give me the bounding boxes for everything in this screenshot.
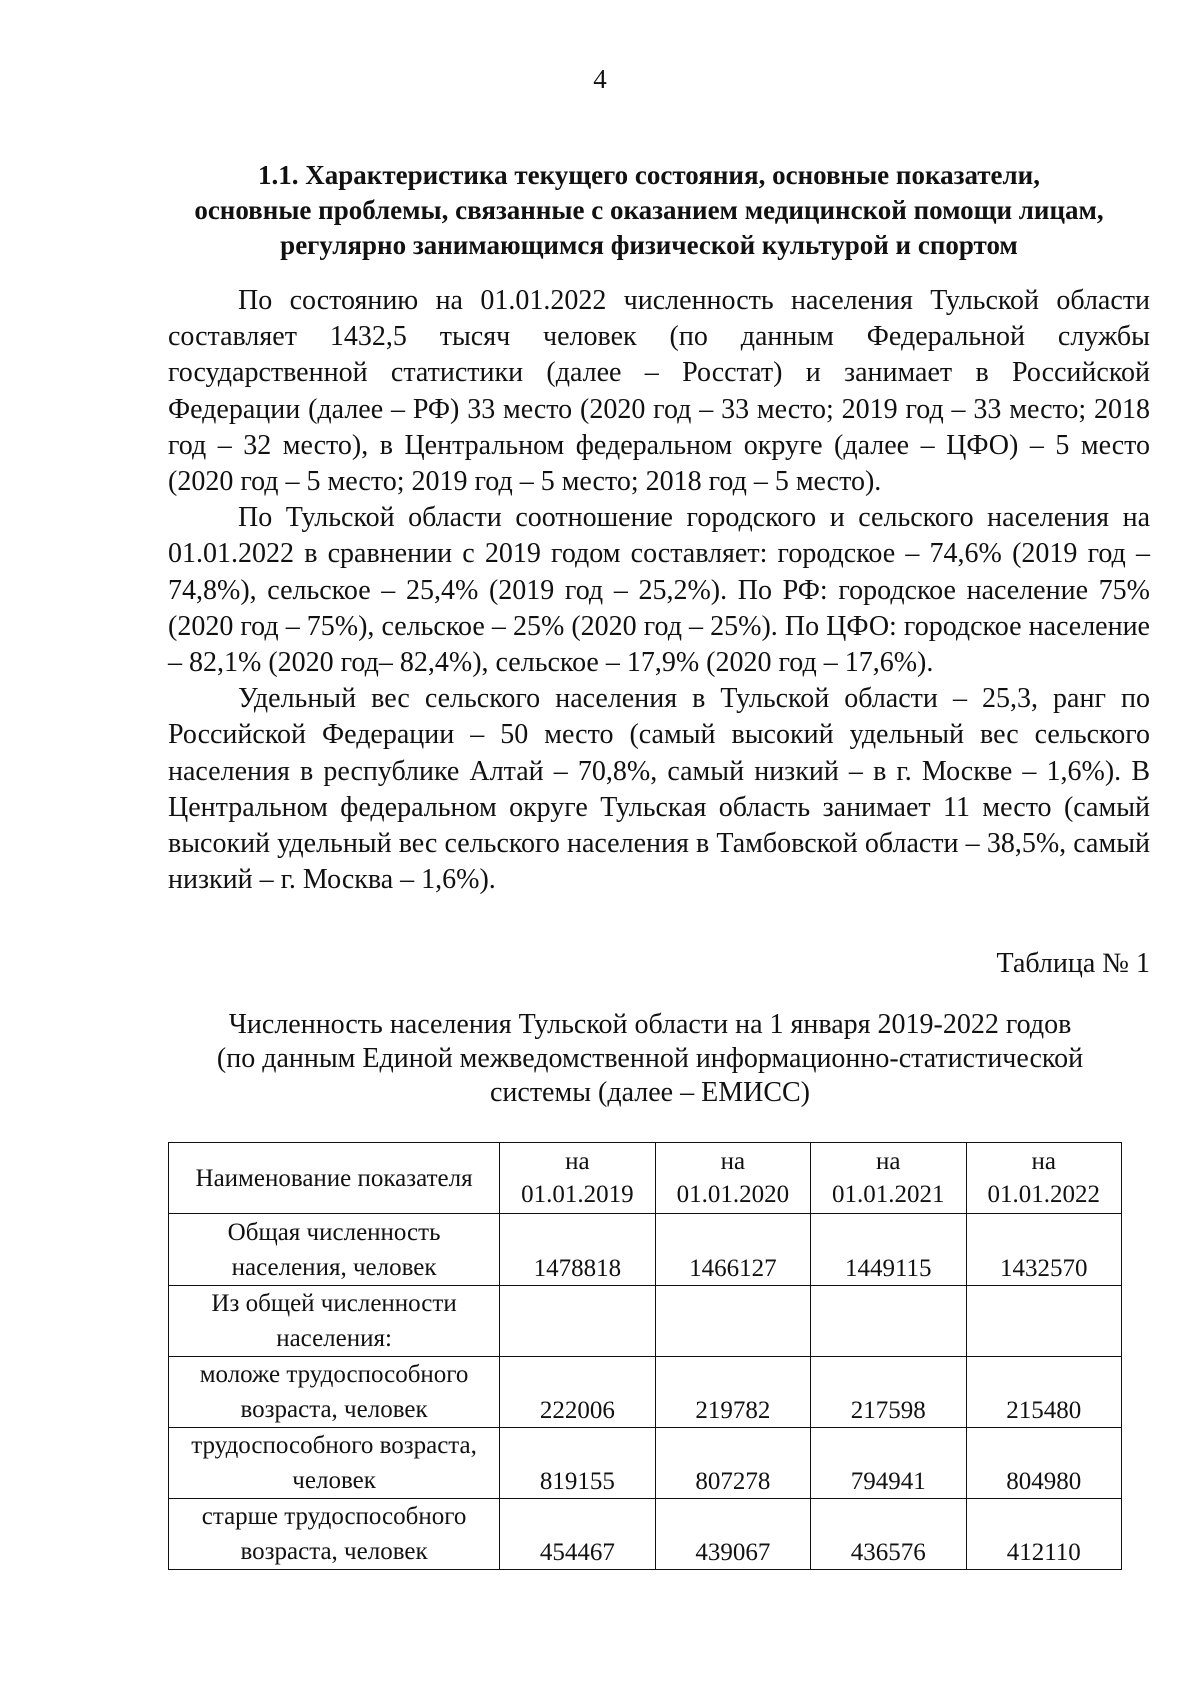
value-cell: 436576: [811, 1499, 966, 1570]
row-label-cell: [169, 1214, 500, 1286]
paragraph-urban-rural: По Тульской области соотношение городского и сельского населения на 01.01.2022 в сравнении с 2019 годом составляет: городское – 74,6% (2019 год – 74,8%), сельское – 25,4% (2019 год – 25,2%). По РФ: городское население 75% (2020 год – 75%), сельское – 25% (2020 год – 25%). По ЦФО: городское население – 82,1% (2020 год– 82,4%), сельское – 17,9% (2020 год – 17,6%).: [168, 502, 1150, 679]
table-caption: [150, 1008, 1150, 1110]
value-cell: 1432570: [966, 1214, 1122, 1286]
value-cell: 222006: [500, 1357, 655, 1428]
value-cell: [811, 1286, 966, 1357]
section-heading-line: основные проблемы, связанные с оказанием медицинской помощи лицам,: [194, 195, 1104, 225]
header-year-cell: [811, 1143, 966, 1214]
row-label-line: возраста, человек: [240, 1396, 428, 1423]
page-number: 4: [593, 64, 607, 94]
header-year-cell: [500, 1143, 655, 1214]
table-row: [169, 1214, 1122, 1286]
header-year-prefix: на: [720, 1148, 746, 1175]
section-heading-line: регулярно занимающимся физической культурой и спортом: [280, 230, 1018, 260]
table-caption-line: (по данным Единой межведомственной информационно-статистической: [216, 1043, 1084, 1074]
row-label-line: населения:: [276, 1325, 392, 1352]
paragraph-rural-share: Удельный вес сельского населения в Тульской области – 25,3, ранг по Российской Федерации – 50 место (самый высокий удельный вес сельского населения в республике Алтай – 70,8%, самый низкий – в г. Москве – 1,6%). В Центральном федеральном округе Тульская область занимает 11 место (самый высокий удельный вес сельского населения в Тамбовской области – 38,5%, самый низкий – г. Москва – 1,6%).: [168, 683, 1150, 896]
population-table: [168, 1142, 1122, 1570]
table-caption-line: системы (далее – ЕМИСС): [489, 1077, 810, 1108]
table-caption-line: Численность населения Тульской области на 1 января 2019-2022 годов: [228, 1009, 1072, 1040]
value-cell: 1449115: [811, 1214, 966, 1286]
value-cell: 454467: [500, 1499, 655, 1570]
row-label-cell: [169, 1357, 500, 1428]
header-year-date: 01.01.2019: [521, 1181, 634, 1208]
header-year-cell: [966, 1143, 1122, 1214]
header-year-prefix: на: [876, 1148, 901, 1175]
value-cell: [500, 1286, 655, 1357]
value-cell: 219782: [655, 1357, 810, 1428]
section-heading-line: 1.1. Характеристика текущего состояния, основные показатели,: [258, 160, 1040, 190]
value-cell: 819155: [500, 1428, 655, 1499]
value-cell: [655, 1286, 810, 1357]
value-cell: 1466127: [655, 1214, 810, 1286]
value-cell: 412110: [966, 1499, 1122, 1570]
header-year-prefix: на: [565, 1148, 590, 1175]
row-label-cell: [169, 1286, 500, 1357]
row-label-cell: [169, 1428, 500, 1499]
value-cell: 807278: [655, 1428, 810, 1499]
table-row: [169, 1428, 1122, 1499]
row-label-line: старше трудоспособного: [201, 1503, 467, 1530]
row-label-line: человек: [292, 1467, 376, 1494]
value-cell: [966, 1286, 1122, 1357]
row-label-line: возраста, человек: [240, 1538, 428, 1565]
header-name-cell: Наименование показателя: [169, 1143, 500, 1214]
table-row: [169, 1286, 1122, 1357]
table-row: [169, 1357, 1122, 1428]
value-cell: 215480: [966, 1357, 1122, 1428]
value-cell: 804980: [966, 1428, 1122, 1499]
table-label: Таблица № 1: [996, 948, 1150, 979]
row-label-line: трудоспособного возраста,: [191, 1432, 477, 1459]
header-year-date: 01.01.2021: [832, 1181, 945, 1208]
header-year-date: 01.01.2022: [987, 1181, 1100, 1208]
row-label-line: моложе трудоспособного: [199, 1361, 469, 1388]
body-text: [168, 283, 1150, 898]
value-cell: 794941: [811, 1428, 966, 1499]
value-cell: 217598: [811, 1357, 966, 1428]
row-label-line: населения, человек: [231, 1254, 437, 1281]
section-heading: [150, 158, 1148, 263]
table-header-row: [169, 1143, 1122, 1214]
row-label-line: Общая численность: [227, 1219, 441, 1246]
header-year-cell: [655, 1143, 810, 1214]
table-row: [169, 1499, 1122, 1570]
value-cell: 439067: [655, 1499, 810, 1570]
value-cell: 1478818: [500, 1214, 655, 1286]
paragraph-population: По состоянию на 01.01.2022 численность населения Тульской области составляет 1432,5 тысяч человек (по данным Федеральной службы государственной статистики (далее – Росстат) и занимает в Российской Федерации (далее – РФ) 33 место (2020 год – 33 место; 2019 год – 33 место; 2018 год – 32 место), в Центральном федеральном округе (далее – ЦФО) – 5 место (2020 год – 5 место; 2019 год – 5 место; 2018 год – 5 место).: [168, 285, 1150, 498]
row-label-line: Из общей численности: [211, 1290, 457, 1317]
row-label-cell: [169, 1499, 500, 1570]
header-year-prefix: на: [1031, 1148, 1056, 1175]
header-year-date: 01.01.2020: [676, 1181, 790, 1208]
